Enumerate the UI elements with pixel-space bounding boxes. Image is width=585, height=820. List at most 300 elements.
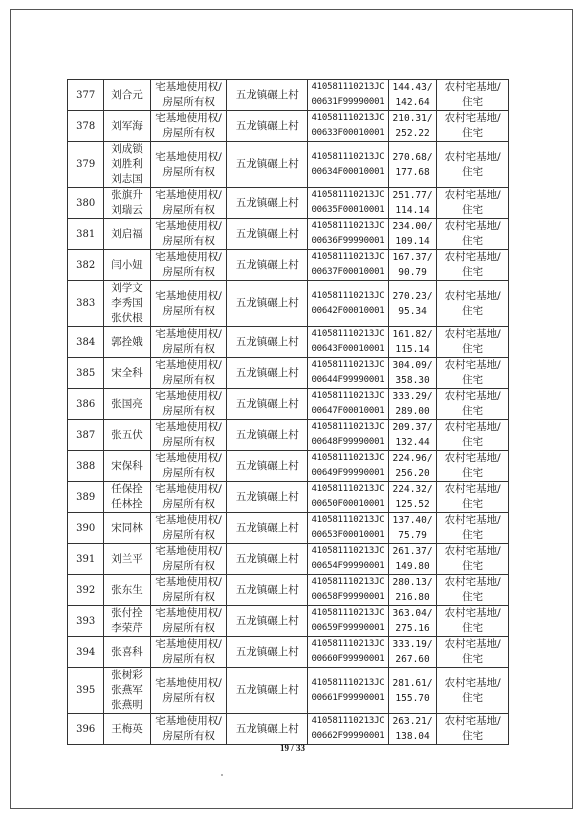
parcel-code-cell xyxy=(308,451,389,482)
row-number: 381 xyxy=(68,219,104,250)
parcel-code-line: 410581110213JC xyxy=(311,577,385,587)
right-type-cell xyxy=(150,575,227,606)
location-cell: 五龙镇碾上村 xyxy=(227,281,308,327)
parcel-code-line: 410581110213JC xyxy=(311,677,385,688)
land-use-line: 农村宅基地/ xyxy=(444,638,501,650)
land-use-cell xyxy=(437,389,509,420)
parcel-code-line: 00636F99990001 xyxy=(311,236,385,246)
parcel-code-cell xyxy=(308,714,389,745)
owner-name-line: 刘成锁 xyxy=(111,143,143,155)
land-use-cell xyxy=(437,281,509,327)
row-number: 385 xyxy=(68,358,104,389)
parcel-code-line: 00635F00010001 xyxy=(311,205,385,215)
area-line: 161.82/ xyxy=(392,329,433,340)
land-use-cell xyxy=(437,358,509,389)
location-cell: 五龙镇碾上村 xyxy=(227,80,308,111)
land-use-line: 住宅 xyxy=(462,127,484,139)
table-body xyxy=(68,80,509,745)
table-row xyxy=(68,606,509,637)
owner-name-cell xyxy=(104,219,150,250)
parcel-code-cell xyxy=(308,606,389,637)
row-number: 393 xyxy=(68,606,104,637)
right-type-cell xyxy=(150,111,227,142)
location-cell: 五龙镇碾上村 xyxy=(227,327,308,358)
land-use-line: 住宅 xyxy=(462,165,484,178)
table-row xyxy=(68,544,509,575)
right-type-line: 宅基地使用权/ xyxy=(155,390,222,402)
land-use-cell xyxy=(437,714,509,745)
table-row xyxy=(68,219,509,250)
row-number: 392 xyxy=(68,575,104,606)
owner-name-line: 刘瑞云 xyxy=(111,204,143,216)
right-type-line: 宅基地使用权/ xyxy=(155,545,222,557)
area-line: 177.68 xyxy=(395,166,430,178)
right-type-line: 房屋所有权 xyxy=(162,730,215,742)
area-line: 261.37/ xyxy=(392,546,433,557)
table-row xyxy=(68,111,509,142)
right-type-line: 宅基地使用权/ xyxy=(155,607,222,619)
land-use-line: 住宅 xyxy=(462,405,484,417)
area-cell xyxy=(388,219,436,250)
row-number: 388 xyxy=(68,451,104,482)
parcel-code-cell xyxy=(308,111,389,142)
area-line: 304.09/ xyxy=(392,360,433,371)
owner-name-cell xyxy=(104,327,150,358)
land-use-line: 住宅 xyxy=(462,436,484,448)
parcel-code-line: 00659F99990001 xyxy=(311,623,385,633)
property-registry-table xyxy=(67,79,509,745)
land-use-line: 住宅 xyxy=(462,591,484,603)
right-type-line: 房屋所有权 xyxy=(162,343,215,355)
land-use-cell xyxy=(437,513,509,544)
table-row xyxy=(68,513,509,544)
parcel-code-line: 410581110213JC xyxy=(311,716,385,726)
area-line: 256.20 xyxy=(395,468,430,479)
land-use-cell xyxy=(437,544,509,575)
location-cell: 五龙镇碾上村 xyxy=(227,544,308,575)
area-line: 210.31/ xyxy=(392,113,433,124)
area-line: 333.19/ xyxy=(392,639,433,650)
right-type-line: 宅基地使用权/ xyxy=(155,676,222,689)
right-type-line: 宅基地使用权/ xyxy=(155,328,222,340)
owner-name-line: 张旗升 xyxy=(111,189,143,201)
parcel-code-line: 00649F99990001 xyxy=(311,468,385,478)
owner-name-line: 李秀国 xyxy=(111,297,143,309)
area-cell xyxy=(388,327,436,358)
parcel-code-cell xyxy=(308,327,389,358)
area-line: 125.52 xyxy=(395,499,430,510)
right-type-line: 宅基地使用权/ xyxy=(155,189,222,201)
row-number: 394 xyxy=(68,637,104,668)
scan-speck xyxy=(221,774,223,776)
land-use-cell xyxy=(437,575,509,606)
right-type-line: 宅基地使用权/ xyxy=(155,514,222,526)
right-type-cell xyxy=(150,188,227,219)
land-use-line: 农村宅基地/ xyxy=(444,328,501,340)
area-line: 333.29/ xyxy=(392,391,433,402)
area-line: 138.04 xyxy=(395,731,430,742)
parcel-code-line: 410581110213JC xyxy=(311,82,385,92)
right-type-line: 房屋所有权 xyxy=(162,591,215,603)
owner-name-cell xyxy=(104,544,150,575)
parcel-code-line: 410581110213JC xyxy=(311,422,385,432)
owner-name-cell xyxy=(104,281,150,327)
table-row xyxy=(68,80,509,111)
area-line: 281.61/ xyxy=(392,677,433,689)
parcel-code-cell xyxy=(308,188,389,219)
table-row xyxy=(68,482,509,513)
area-cell xyxy=(388,513,436,544)
land-use-line: 农村宅基地/ xyxy=(444,112,501,124)
right-type-cell xyxy=(150,281,227,327)
land-use-cell xyxy=(437,420,509,451)
right-type-cell xyxy=(150,544,227,575)
area-line: 142.64 xyxy=(395,97,430,108)
area-line: 252.22 xyxy=(395,128,430,139)
location-cell: 五龙镇碾上村 xyxy=(227,188,308,219)
land-use-line: 住宅 xyxy=(462,691,484,704)
owner-name-cell xyxy=(104,668,150,714)
right-type-cell xyxy=(150,80,227,111)
right-type-cell xyxy=(150,606,227,637)
area-line: 270.23/ xyxy=(392,290,433,302)
area-line: 280.13/ xyxy=(392,577,433,588)
row-number: 390 xyxy=(68,513,104,544)
parcel-code-line: 410581110213JC xyxy=(311,151,385,162)
land-use-cell xyxy=(437,668,509,714)
owner-name-line: 宋同林 xyxy=(111,521,143,534)
owner-name-cell xyxy=(104,513,150,544)
area-line: 167.37/ xyxy=(392,252,433,263)
parcel-code-line: 410581110213JC xyxy=(311,290,385,301)
area-cell xyxy=(388,575,436,606)
land-use-line: 农村宅基地/ xyxy=(444,81,501,93)
location-cell: 五龙镇碾上村 xyxy=(227,513,308,544)
row-number: 383 xyxy=(68,281,104,327)
owner-name-line: 刘军海 xyxy=(111,119,143,132)
owner-name-line: 张东生 xyxy=(111,583,143,596)
area-cell xyxy=(388,714,436,745)
location-cell: 五龙镇碾上村 xyxy=(227,389,308,420)
parcel-code-line: 00662F99990001 xyxy=(311,731,385,741)
land-use-cell xyxy=(437,482,509,513)
table-row xyxy=(68,389,509,420)
area-line: 115.14 xyxy=(395,344,430,355)
area-line: 144.43/ xyxy=(392,82,433,93)
right-type-line: 宅基地使用权/ xyxy=(155,81,222,93)
area-cell xyxy=(388,451,436,482)
parcel-code-line: 410581110213JC xyxy=(311,252,385,262)
area-line: 114.14 xyxy=(395,205,430,216)
right-type-line: 房屋所有权 xyxy=(162,96,215,108)
owner-name-line: 张燕军 xyxy=(111,684,143,696)
parcel-code-line: 00642F00010001 xyxy=(311,305,385,316)
owner-name-line: 刘启福 xyxy=(111,227,143,240)
right-type-line: 宅基地使用权/ xyxy=(155,421,222,433)
parcel-code-cell xyxy=(308,575,389,606)
area-line: 209.37/ xyxy=(392,422,433,433)
row-number: 389 xyxy=(68,482,104,513)
row-number: 380 xyxy=(68,188,104,219)
land-use-line: 住宅 xyxy=(462,96,484,108)
right-type-cell xyxy=(150,358,227,389)
owner-name-line: 刘合元 xyxy=(111,88,143,101)
right-type-line: 房屋所有权 xyxy=(162,560,215,572)
table-row xyxy=(68,637,509,668)
land-use-cell xyxy=(437,142,509,188)
owner-name-cell xyxy=(104,714,150,745)
land-use-line: 住宅 xyxy=(462,374,484,386)
land-use-line: 农村宅基地/ xyxy=(444,189,501,201)
area-line: 137.40/ xyxy=(392,515,433,526)
right-type-line: 房屋所有权 xyxy=(162,498,215,510)
area-line: 251.77/ xyxy=(392,190,433,201)
area-line: 234.00/ xyxy=(392,221,433,232)
location-cell: 五龙镇碾上村 xyxy=(227,219,308,250)
land-use-line: 农村宅基地/ xyxy=(444,220,501,232)
right-type-line: 房屋所有权 xyxy=(162,529,215,541)
right-type-line: 房屋所有权 xyxy=(162,127,215,139)
location-cell: 五龙镇碾上村 xyxy=(227,606,308,637)
row-number: 378 xyxy=(68,111,104,142)
land-use-line: 住宅 xyxy=(462,622,484,634)
land-use-line: 农村宅基地/ xyxy=(444,359,501,371)
parcel-code-line: 00650F00010001 xyxy=(311,499,385,509)
parcel-code-cell xyxy=(308,420,389,451)
area-line: 363.04/ xyxy=(392,608,433,619)
right-type-line: 房屋所有权 xyxy=(162,653,215,665)
right-type-cell xyxy=(150,451,227,482)
area-cell xyxy=(388,250,436,281)
owner-name-line: 任林拴 xyxy=(111,498,143,510)
parcel-code-line: 00647F00010001 xyxy=(311,406,385,416)
owner-name-cell xyxy=(104,142,150,188)
land-use-line: 农村宅基地/ xyxy=(444,483,501,495)
area-line: 95.34 xyxy=(398,305,427,317)
area-cell xyxy=(388,80,436,111)
table-row xyxy=(68,358,509,389)
land-use-line: 农村宅基地/ xyxy=(444,514,501,526)
land-use-cell xyxy=(437,80,509,111)
owner-name-line: 张五伏 xyxy=(111,428,143,441)
area-line: 289.00 xyxy=(395,406,430,417)
right-type-line: 房屋所有权 xyxy=(162,235,215,247)
parcel-code-line: 410581110213JC xyxy=(311,113,385,123)
parcel-code-cell xyxy=(308,513,389,544)
table-row xyxy=(68,281,509,327)
owner-name-line: 宋全科 xyxy=(111,366,143,379)
parcel-code-line: 00634F00010001 xyxy=(311,166,385,177)
parcel-code-cell xyxy=(308,250,389,281)
land-use-line: 农村宅基地/ xyxy=(444,390,501,402)
location-cell: 五龙镇碾上村 xyxy=(227,358,308,389)
row-number: 382 xyxy=(68,250,104,281)
right-type-line: 房屋所有权 xyxy=(162,405,215,417)
right-type-line: 房屋所有权 xyxy=(162,691,215,704)
parcel-code-line: 410581110213JC xyxy=(311,360,385,370)
area-line: 216.80 xyxy=(395,592,430,603)
area-line: 132.44 xyxy=(395,437,430,448)
right-type-line: 宅基地使用权/ xyxy=(155,112,222,124)
location-cell: 五龙镇碾上村 xyxy=(227,714,308,745)
owner-name-line: 张喜科 xyxy=(111,645,143,658)
parcel-code-line: 00643F00010001 xyxy=(311,344,385,354)
land-use-line: 住宅 xyxy=(462,266,484,278)
land-use-line: 农村宅基地/ xyxy=(444,251,501,263)
right-type-cell xyxy=(150,420,227,451)
owner-name-cell xyxy=(104,389,150,420)
land-use-line: 农村宅基地/ xyxy=(444,545,501,557)
table-row xyxy=(68,575,509,606)
parcel-code-cell xyxy=(308,358,389,389)
parcel-code-line: 00644F99990001 xyxy=(311,375,385,385)
land-use-line: 农村宅基地/ xyxy=(444,150,501,163)
right-type-cell xyxy=(150,668,227,714)
owner-name-line: 刘胜利 xyxy=(111,158,143,170)
area-line: 224.96/ xyxy=(392,453,433,464)
land-use-line: 农村宅基地/ xyxy=(444,676,501,689)
owner-name-cell xyxy=(104,250,150,281)
right-type-line: 房屋所有权 xyxy=(162,266,215,278)
owner-name-line: 张国亮 xyxy=(111,397,143,410)
area-cell xyxy=(388,389,436,420)
parcel-code-cell xyxy=(308,668,389,714)
owner-name-line: 张燕明 xyxy=(111,699,143,711)
owner-name-cell xyxy=(104,451,150,482)
row-number: 377 xyxy=(68,80,104,111)
area-cell xyxy=(388,111,436,142)
row-number: 387 xyxy=(68,420,104,451)
land-use-cell xyxy=(437,250,509,281)
area-line: 270.68/ xyxy=(392,151,433,163)
parcel-code-cell xyxy=(308,482,389,513)
land-use-line: 住宅 xyxy=(462,304,484,317)
land-use-cell xyxy=(437,219,509,250)
parcel-code-cell xyxy=(308,389,389,420)
right-type-cell xyxy=(150,637,227,668)
area-cell xyxy=(388,482,436,513)
location-cell: 五龙镇碾上村 xyxy=(227,250,308,281)
parcel-code-line: 00637F00010001 xyxy=(311,267,385,277)
land-use-line: 农村宅基地/ xyxy=(444,607,501,619)
land-use-cell xyxy=(437,111,509,142)
parcel-code-line: 00660F99990001 xyxy=(311,654,385,664)
right-type-line: 房屋所有权 xyxy=(162,304,215,317)
owner-name-cell xyxy=(104,637,150,668)
owner-name-line: 任保拴 xyxy=(111,483,143,495)
parcel-code-line: 410581110213JC xyxy=(311,515,385,525)
right-type-line: 宅基地使用权/ xyxy=(155,150,222,163)
right-type-line: 宅基地使用权/ xyxy=(155,638,222,650)
owner-name-cell xyxy=(104,188,150,219)
parcel-code-line: 410581110213JC xyxy=(311,484,385,494)
area-line: 90.79 xyxy=(398,267,427,278)
owner-name-line: 张付拴 xyxy=(111,607,143,619)
owner-name-cell xyxy=(104,606,150,637)
area-line: 358.30 xyxy=(395,375,430,386)
parcel-code-line: 410581110213JC xyxy=(311,608,385,618)
owner-name-cell xyxy=(104,80,150,111)
area-cell xyxy=(388,606,436,637)
owner-name-cell xyxy=(104,420,150,451)
owner-name-cell xyxy=(104,575,150,606)
table-row xyxy=(68,668,509,714)
location-cell: 五龙镇碾上村 xyxy=(227,575,308,606)
parcel-code-line: 410581110213JC xyxy=(311,190,385,200)
location-cell: 五龙镇碾上村 xyxy=(227,142,308,188)
right-type-line: 宅基地使用权/ xyxy=(155,576,222,588)
parcel-code-line: 00658F99990001 xyxy=(311,592,385,602)
location-cell: 五龙镇碾上村 xyxy=(227,111,308,142)
land-use-line: 农村宅基地/ xyxy=(444,576,501,588)
row-number: 395 xyxy=(68,668,104,714)
owner-name-line: 闫小妞 xyxy=(111,258,143,271)
owner-name-line: 刘兰平 xyxy=(111,552,143,565)
right-type-line: 房屋所有权 xyxy=(162,436,215,448)
owner-name-line: 李荣芹 xyxy=(111,622,143,634)
row-number: 379 xyxy=(68,142,104,188)
land-use-line: 住宅 xyxy=(462,343,484,355)
land-use-cell xyxy=(437,606,509,637)
parcel-code-line: 410581110213JC xyxy=(311,221,385,231)
parcel-code-line: 00633F00010001 xyxy=(311,128,385,138)
parcel-code-cell xyxy=(308,142,389,188)
parcel-code-line: 410581110213JC xyxy=(311,639,385,649)
location-cell: 五龙镇碾上村 xyxy=(227,668,308,714)
owner-name-line: 刘学文 xyxy=(111,282,143,294)
parcel-code-line: 410581110213JC xyxy=(311,329,385,339)
area-cell xyxy=(388,358,436,389)
table-row xyxy=(68,327,509,358)
right-type-line: 宅基地使用权/ xyxy=(155,359,222,371)
area-cell xyxy=(388,188,436,219)
land-use-cell xyxy=(437,637,509,668)
right-type-line: 房屋所有权 xyxy=(162,374,215,386)
right-type-cell xyxy=(150,714,227,745)
right-type-cell xyxy=(150,219,227,250)
area-line: 267.60 xyxy=(395,654,430,665)
owner-name-line: 刘志国 xyxy=(111,173,143,185)
right-type-cell xyxy=(150,482,227,513)
row-number: 386 xyxy=(68,389,104,420)
parcel-code-cell xyxy=(308,80,389,111)
right-type-line: 房屋所有权 xyxy=(162,165,215,178)
parcel-code-line: 00631F99990001 xyxy=(311,97,385,107)
area-cell xyxy=(388,142,436,188)
table-row xyxy=(68,188,509,219)
land-use-line: 住宅 xyxy=(462,560,484,572)
owner-name-line: 张伏根 xyxy=(111,312,143,324)
area-line: 275.16 xyxy=(395,623,430,634)
owner-name-cell xyxy=(104,482,150,513)
right-type-cell xyxy=(150,327,227,358)
owner-name-line: 宋保科 xyxy=(111,459,143,472)
area-cell xyxy=(388,420,436,451)
parcel-code-line: 410581110213JC xyxy=(311,546,385,556)
table-row xyxy=(68,714,509,745)
parcel-code-cell xyxy=(308,219,389,250)
land-use-line: 住宅 xyxy=(462,235,484,247)
area-line: 155.70 xyxy=(395,692,430,704)
land-use-line: 农村宅基地/ xyxy=(444,421,501,433)
land-use-line: 住宅 xyxy=(462,204,484,216)
right-type-cell xyxy=(150,389,227,420)
parcel-code-cell xyxy=(308,281,389,327)
land-use-cell xyxy=(437,188,509,219)
right-type-line: 房屋所有权 xyxy=(162,204,215,216)
land-use-line: 住宅 xyxy=(462,467,484,479)
table-row xyxy=(68,451,509,482)
